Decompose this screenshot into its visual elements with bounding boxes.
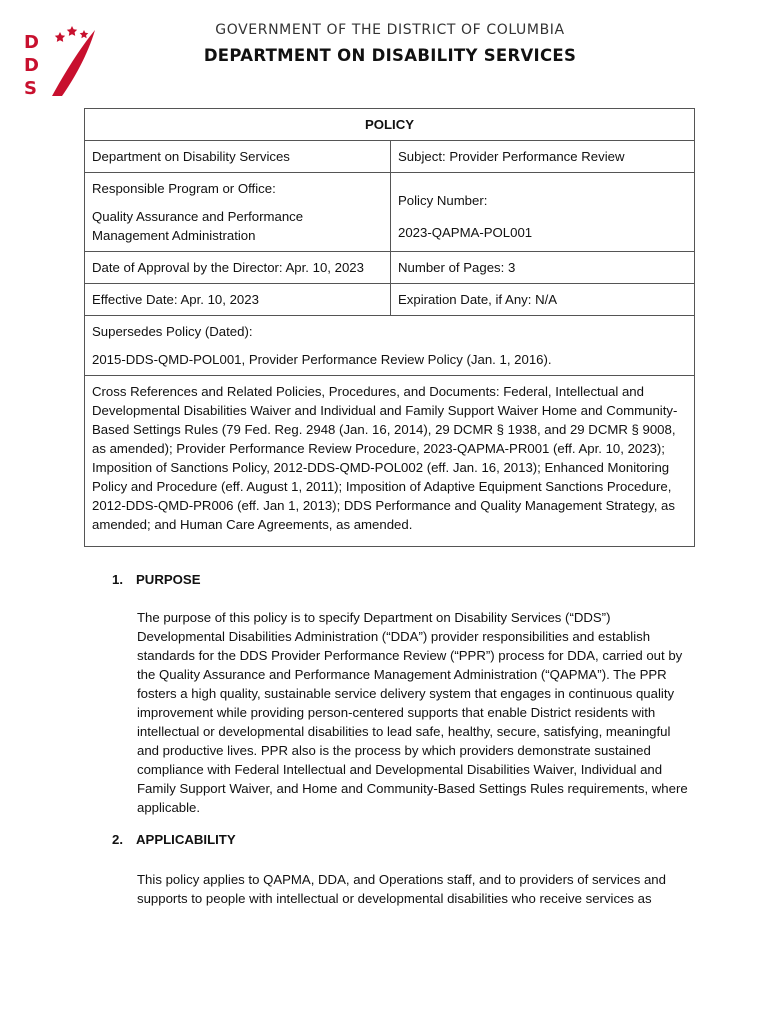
- section-title: PURPOSE: [136, 572, 201, 587]
- responsible-value: Quality Assurance and Performance Management Administration: [92, 209, 304, 243]
- supersedes-cell: [85, 316, 695, 376]
- subject-cell: Subject: Provider Performance Review: [391, 141, 695, 173]
- section-purpose-heading: [112, 572, 692, 587]
- section-applicability-heading: [112, 832, 692, 847]
- expiration-date-cell: Expiration Date, if Any: N/A: [391, 284, 695, 316]
- supersedes-value: 2015-DDS-QMD-POL001, Provider Performance Review Policy (Jan. 1, 2016).: [92, 352, 552, 367]
- cross-references-cell: Cross References and Related Policies, Procedures, and Documents: Federal, Intellectual and Developmental Disabilities Waiver and Individual and Family Support Waiver Home and Community-Based Settings Rules (79 Fed. Reg. 2948 (Jan. 16, 2014), 29 DCMR § 1938, and 29 DCMR § 9008, as amended); Provider Performance Review Procedure, 2023-QAPMA-PR001 (eff. Apr. 10, 2023); Imposition of Sanctions Policy, 2012-DDS-QMD-POL002 (eff. Jan. 16, 2013); Enhanced Monitoring Policy and Procedure (eff. August 1, 2011); Imposition of Adaptive Equipment Sanctions Procedure, 2012-DDS-QMD-PR006 (eff. Jan 1, 2013); DDS Performance and Quality Management Strategy, as amended; and Human Care Agreements, as amended.: [85, 376, 695, 547]
- government-title: GOVERNMENT OF THE DISTRICT OF COLUMBIA: [215, 22, 565, 38]
- policy-table: [84, 108, 695, 547]
- department-cell: Department on Disability Services: [85, 141, 391, 173]
- logo-letter-s: S: [24, 78, 37, 99]
- logo-star-2: [67, 26, 77, 36]
- responsible-label: Responsible Program or Office:: [92, 181, 276, 196]
- policy-number-value: 2023-QAPMA-POL001: [398, 225, 533, 240]
- dds-logo: [22, 24, 97, 99]
- logo-star-1: [55, 32, 65, 42]
- section-number: 2.: [112, 832, 123, 847]
- pages-cell: Number of Pages: 3: [391, 252, 695, 284]
- effective-date-cell: Effective Date: Apr. 10, 2023: [85, 284, 391, 316]
- responsible-office-cell: [85, 173, 391, 252]
- applicability-paragraph: This policy applies to QAPMA, DDA, and Operations staff, and to providers of services and supports to people with intellectual or developmental disabilities who receive services as: [137, 872, 666, 906]
- policy-number-label: Policy Number:: [398, 193, 488, 208]
- logo-letter-d1: D: [24, 32, 39, 53]
- logo-letter-d2: D: [24, 55, 39, 76]
- purpose-paragraph: The purpose of this policy is to specify Department on Disability Services (“DDS”) Developmental Disabilities Administration (“DDA”) provider responsibilities and establish standards for the DDS Provider Performance Review (“PPR”) process for DDA, carried out by the Quality Assurance and Performance Management Administration (“QAPMA”). The PPR fosters a high quality, sustainable service delivery system that engages in continuous quality improvement while providing person-centered supports that enable District residents with intellectual or developmental disabilities to lead safe, healthy, secure, satisfying, meaningful and productive lives. PPR also is the process by which providers demonstrate sustained compliance with Federal Intellectual and Developmental Disabilities Waiver, Individual and Family Support Waiver, and Home and Community-Based Settings Rules requirements, where applicable.: [137, 610, 688, 815]
- approval-date-cell: Date of Approval by the Director: Apr. 10, 2023: [85, 252, 391, 284]
- policy-number-cell: [391, 173, 695, 252]
- logo-star-3: [80, 30, 89, 38]
- section-title: APPLICABILITY: [136, 832, 236, 847]
- policy-title: POLICY: [85, 109, 695, 141]
- department-title: DEPARTMENT ON DISABILITY SERVICES: [203, 46, 577, 65]
- section-number: 1.: [112, 572, 123, 587]
- supersedes-label: Supersedes Policy (Dated):: [92, 324, 253, 339]
